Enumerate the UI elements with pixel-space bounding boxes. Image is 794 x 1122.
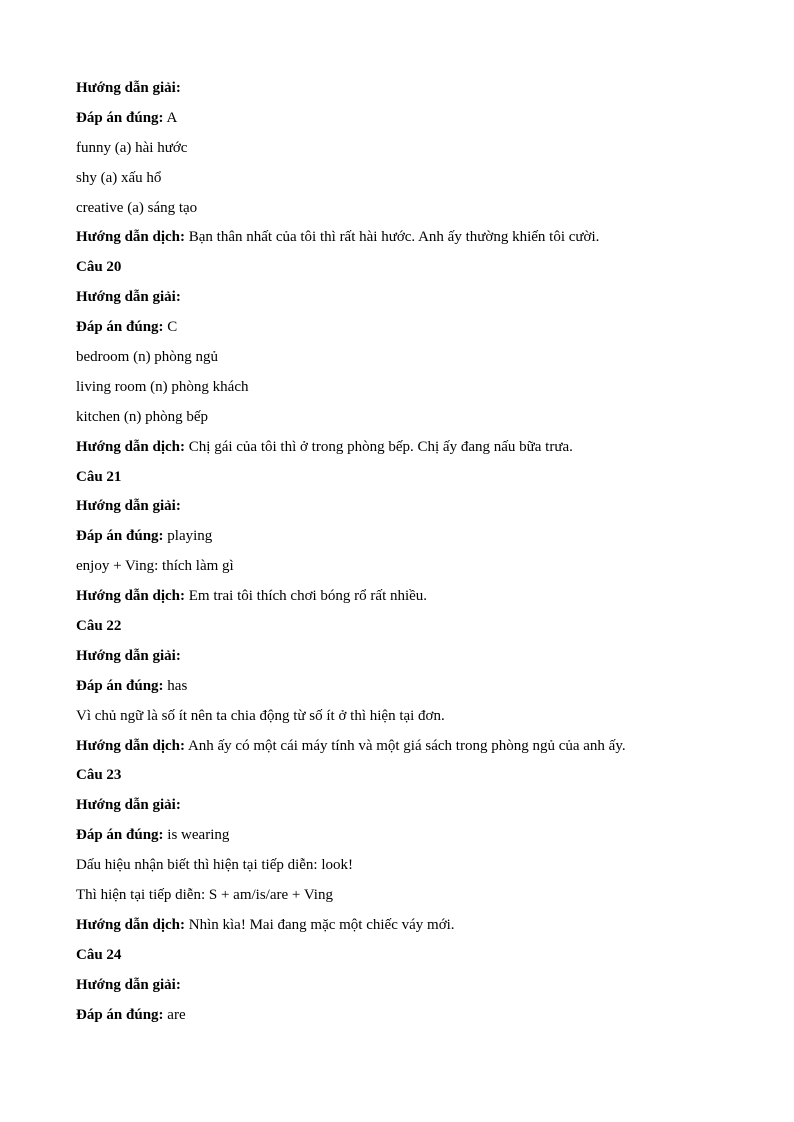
section-heading (76, 642, 756, 672)
line-text: playing (163, 528, 213, 545)
body-line (76, 851, 756, 881)
labeled-line (76, 672, 756, 702)
line-label: Đáp án đúng: (76, 677, 164, 694)
line-label: Đáp án đúng: (76, 109, 164, 126)
line-text: C (163, 319, 178, 336)
line-text: bedroom (n) phòng ngủ (76, 349, 219, 366)
section-heading (76, 74, 756, 104)
labeled-line (76, 732, 756, 762)
heading-text: Câu 20 (76, 259, 122, 276)
labeled-line (76, 223, 756, 253)
section-heading (76, 971, 756, 1001)
line-text: is wearing (163, 827, 230, 844)
heading-text: Câu 24 (76, 946, 122, 963)
line-label: Hướng dẫn dịch: (76, 916, 186, 933)
section-heading (76, 253, 756, 283)
line-text: funny (a) hài hước (76, 139, 188, 156)
labeled-line (76, 582, 756, 612)
line-label: Đáp án đúng: (76, 1006, 164, 1023)
section-heading (76, 761, 756, 791)
line-label: Đáp án đúng: (76, 827, 164, 844)
line-label: Đáp án đúng: (76, 319, 164, 336)
line-text: Thì hiện tại tiếp diễn: S + am/is/are + Ving (76, 887, 333, 904)
body-line (76, 134, 756, 164)
heading-text: Hướng dẫn giải: (76, 976, 181, 993)
body-line (76, 702, 756, 732)
line-text: are (163, 1006, 186, 1023)
section-heading (76, 941, 756, 971)
line-label: Hướng dẫn dịch: (76, 737, 186, 754)
section-heading (76, 791, 756, 821)
body-line (76, 552, 756, 582)
line-text: Chị gái của tôi thì ở trong phòng bếp. Chị ấy đang nấu bữa trưa. (185, 438, 573, 455)
line-label: Hướng dẫn dịch: (76, 588, 186, 605)
body-line (76, 164, 756, 194)
document-page (76, 74, 756, 1031)
section-heading (76, 463, 756, 493)
line-text: Bạn thân nhất của tôi thì rất hài hước. Anh ấy thường khiến tôi cười. (185, 229, 600, 246)
line-text: Anh ấy có một cái máy tính và một giá sách trong phòng ngủ của anh ấy. (185, 737, 626, 754)
body-line (76, 343, 756, 373)
labeled-line (76, 911, 756, 941)
section-heading (76, 612, 756, 642)
line-text: creative (a) sáng tạo (76, 199, 198, 216)
line-label: Hướng dẫn dịch: (76, 229, 186, 246)
heading-text: Hướng dẫn giải: (76, 797, 181, 814)
heading-text: Hướng dẫn giải: (76, 498, 181, 515)
line-text: Em trai tôi thích chơi bóng rổ rất nhiều. (185, 588, 428, 605)
heading-text: Câu 23 (76, 767, 122, 784)
body-line (76, 373, 756, 403)
labeled-line (76, 433, 756, 463)
section-heading (76, 283, 756, 313)
section-heading (76, 492, 756, 522)
line-text: has (163, 677, 188, 694)
line-text: Vì chủ ngữ là số ít nên ta chia động từ số ít ở thì hiện tại đơn. (76, 707, 445, 724)
body-line (76, 403, 756, 433)
labeled-line (76, 313, 756, 343)
heading-text: Câu 22 (76, 618, 122, 635)
line-label: Hướng dẫn dịch: (76, 438, 186, 455)
body-line (76, 194, 756, 224)
line-label: Đáp án đúng: (76, 528, 164, 545)
heading-text: Hướng dẫn giải: (76, 80, 181, 96)
line-text: kitchen (n) phòng bếp (76, 408, 209, 425)
labeled-line (76, 1001, 756, 1031)
heading-text: Câu 21 (76, 468, 122, 485)
line-text: shy (a) xấu hổ (76, 169, 162, 186)
body-line (76, 881, 756, 911)
line-text: enjoy + Ving: thích làm gì (76, 558, 234, 575)
labeled-line (76, 104, 756, 134)
line-text: Nhìn kìa! Mai đang mặc một chiếc váy mới. (185, 916, 455, 933)
labeled-line (76, 522, 756, 552)
line-text: Dấu hiệu nhận biết thì hiện tại tiếp diễn: look! (76, 857, 354, 874)
heading-text: Hướng dẫn giải: (76, 647, 181, 664)
heading-text: Hướng dẫn giải: (76, 289, 181, 306)
line-text: living room (n) phòng khách (76, 378, 249, 395)
line-text: A (163, 109, 178, 126)
labeled-line (76, 821, 756, 851)
